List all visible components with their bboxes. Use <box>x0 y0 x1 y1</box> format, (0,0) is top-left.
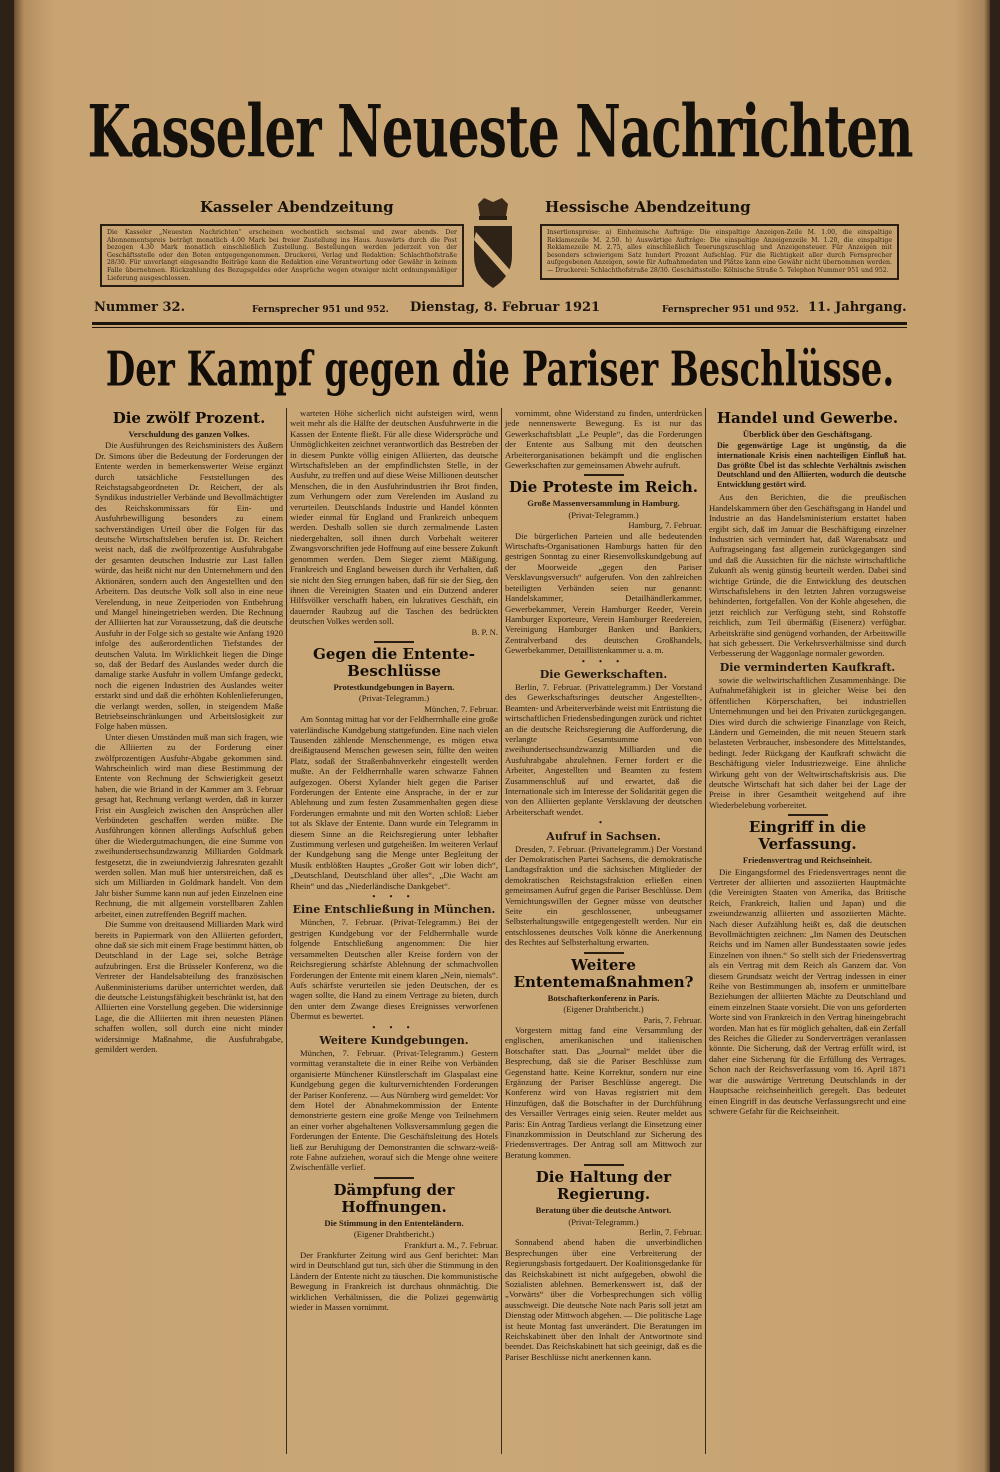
article-subheading: Große Massenversammlung in Hamburg. <box>527 498 680 509</box>
paragraph: Der Frankfurter Zeitung wird aus Genf berichtet: Man wird in Deutschland gut tun, sich über die Stimmung in den Ländern der Entente nicht zu täuschen. Die kommunistische Bewegung in Frankreich ist durchaus ohnmächtig. Die wirklichen Verhältnissen, die die Polizei gegenwärtig wieder in Massen vornimmt. <box>290 1250 498 1313</box>
separator-dots: • • • <box>581 655 626 666</box>
article-subheading: Protestkundgebungen in Bayern. <box>333 681 455 692</box>
article-subheading: Beratung über die deutsche Antwort. <box>535 1205 672 1216</box>
column-rule <box>286 408 287 1454</box>
section-heading: Die verminderten Kaufkraft. <box>719 660 896 674</box>
coat-of-arms-icon <box>470 196 516 292</box>
issue-number: Nummer 32. <box>94 300 186 315</box>
article-headline: Dämpfung der Hoffnungen. <box>333 1180 455 1216</box>
dateline: München, 7. Februar. <box>424 703 498 714</box>
paragraph: Sonnabend abend haben die unverbindlichen Besprechungen über eine Verbreiterung der Regierungsbasis fortgedauert. Der Koalitionsgedanke für das Reichskabinett ist nicht aufgegeben, obwohl die Sozialisten ablehnen. Bemerkenswert ist, daß der „Vorwärts“ über die Vorbesprechungen sich völlig ausschweigt. Die deutsche Note nach Paris soll jetzt am Dienstag oder Mittwoch abgehen. — Die politische Lage ist heute Montag fast unverändert. Die Beratungen im Reichskabinett über den Inhalt der Antwortnote sind beendet. Das Reichskabinett hat sich geeinigt, daß es die Pariser Beschlüsse nicht anerkennen kann. <box>505 1237 702 1362</box>
source-note: (Privat-Telegramm.) <box>358 693 430 704</box>
source-note: (Eigener Drahtbericht.) <box>563 1004 644 1015</box>
section-heading: Eine Entschließung in München. <box>292 903 496 917</box>
paragraph: vornimmt, ohne Widerstand zu finden, unterdrücken jede nennenswerte Bewegung. Es ist nur das Gewerkschaftsblatt „Le Peuple“, das die Forderungen der Entente aus Salbung mit den deutschen Arbeiterorganisationen bekämpft und die englischen Gewerkschaften zur gemeinsamen Abwehr aufruft. <box>505 408 702 471</box>
divider <box>584 474 624 476</box>
source-note: (Privat-Telegramm.) <box>568 1216 639 1227</box>
subscription-info-box: Die Kasseler „Neuesten Nachrichten“ erscheinen wochentlich sechsmal und zwar abends. Der Abonnementspreis beträgt monatlich 4.00 Mark bei freier Zustellung ins Haus. Auswärts durch die Post bezogen 4.30 Mark monatlich einschließlich Zustellung. Bestellungen werden jederzeit von der Geschäftsstelle oder den Boten entgegengenommen. Druckerei, Verlag und Redaktion: Schlachthofstraße 28/30. Für unverlangt eingesandte Beiträge kann die Redaktion eine Verantwortung oder Gewähr in keinem Falle übernehmen. Rückzahlung des Bezugsgeldes oder Ansprüche wegen etwaiger nicht ordnungsmäßiger Lieferung ausgeschlossen. <box>100 224 464 287</box>
article-headline: Weitere Ententemaßnahmen? <box>513 955 694 991</box>
section-heading: Die Gewerkschaften. <box>539 667 668 681</box>
article-column-3 <box>505 408 702 1362</box>
paragraph: München, 7. Februar. (Privat-Telegramm.) Gestern vormittag veranstaltete die in einer Reihe von Verbänden organisierte Münchener Künstlerschaft im Glaspalast eine Kundgebung gegen die kulturvernichtenden Forderungen der Pariser Konferenz. — Aus Nürnberg wird gemeldet: Vor dem Hotel der Abnahmekommission der Entente demonstrierte gestern eine große Menge von Teilnehmern an einer vorher abgehaltenen Volksversammlung gegen die Forderungen der Entente. Die Geschäftsleitung des Hotels ließ zur Beruhigung der Demonstranten die schwarz-weiß-rote Fahne aufziehen, worauf sich die Menge ohne weitere Zwischenfälle verlief. <box>290 1047 498 1173</box>
source-note: (Privat-Telegramm.) <box>568 509 639 520</box>
source-note: (Eigener Drahtbericht.) <box>353 1229 435 1240</box>
paragraph: Vorgestern mittag fand eine Versammlung der englischen, amerikanischen und italienischen Botschafter statt. Das „Journal“ meldet über die Besprechung, daß sie die Pariser Beschlüsse zum Gegenstand hatte. Keine Korrektur, sondern nur eine Ergänzung der Pariser Beschlüsse angeregt. Die Konferenz wird von Havas registriert mit dem Hinzufügen, daß die Botschafter in der Durchführung des Versailler Vertrages einig seien. Reuter meldet aus Paris: Ein Antrag Tardieus verlangt die Einsetzung einer Finanzkommission in Deutschland zur Sicherung des Friedensvertrages. Der Antrag soll am Mittwoch zur Beratung kommen. <box>505 1024 702 1160</box>
advertising-info-box: Insertionspreise: a) Einheimische Aufträge: Die einspaltige Anzeigen-Zeile M. 1.00, die einspaltige Reklamezeile M. 2.50. b) Auswärtige Aufträge: Die einspaltige Anzeigenzeile M. 1.20, die einspaltige Reklamezeile M. 2.75, alles einschließlich Teuerungszuschlag und Anzeigensteuer. Für Anzeigen mit besonders schwierigem Satz hundert Prozent Aufschlag. Für die Richtigkeit aller durch Fernsprecher aufgegebenen Anzeigen, sowie für Aufnahmedaten und Plätze kann eine Gewähr nicht übernommen werden. — Druckerei: Schlachthofstraße 28/30. Geschäftsstelle: Kölnische Straße 5. Telephon Nummer 951 und 952. <box>540 224 899 280</box>
divider <box>374 641 414 643</box>
paragraph: sowie die weltwirtschaftlichen Zusammenhänge. Die Aufnahmefähigkeit ist in gleicher Weise bei den öffentlichen Körperschaften, bei industriellen Unternehmungen und bei den Privaten zurückgegangen. Dies wird durch die schwierige Finanzlage von Reich, Ländern und Gemeinden, die mit neuen Steuern stark belasteten Verbraucher, insbesondere des Mittelstandes, bedingt. Jeder Rückgang der Kaufkraft schwächt die Beschäftigung vieler Industriezweige. Eine ähnliche Wirkung geht von der Weltwirtschaftskrisis aus. Die deutsche Wirtschaft hat sich daher bei der Lage der Preise in ihrer Gesamtheit weitgehend auf ihre Wiederbelebung vorbereitet. <box>709 674 906 810</box>
masthead-title: Kasseler Neueste Nachrichten <box>87 88 913 175</box>
paragraph: Die Summe von dreitausend Milliarden Mark wird bereits in Papiermark von den Alliierten gefordert, ohne daß sie sich mit einem Frage bestimmt hätten, ob Deutschland in der Lage sei, solche Beträge aufzubringen. Erst die Brüsseler Konferenz, wo die Vertreter der Handelsabteilung des französischen Außenministeriums darüber unterrichtet werden, daß die deutsche Leistungsfähigkeit beschränkt ist, hat den Alliierten eine Vorstellung gegeben. Die widersinnige Lage, die die Alliierten mit ihren neuesten Plänen schaffen wollen, soll durch eine nicht minder widersinnige Maßnahme, die Ausfuhrabgabe, gemildert werden. <box>95 919 283 1054</box>
article-headline: Die Proteste im Reich. <box>508 478 699 497</box>
article-column-1 <box>95 408 283 1054</box>
paragraph: Die Ausführungen des Reichsministers des Äußern Dr. Simons über die Bedeutung der Forderungen der Entente werden in bemerkenswerter Weise ergänzt durch tatsächliche Feststellungen des Reichstagsabgeordneten Dr. Reichert, der als Syndikus industrieller Verbände und Bevollmächtigter des Reichskommissars für Ein- und Ausfuhrbewilligung besonders zu einem sachverständigen Urteil über die Folgen für das deutsche Wirtschaftsleben berufen ist. Dr. Reichert weist nach, daß die zwölfprozentige Ausfuhrabgabe der gesamten deutschen Industrie zur Last fallen würde, das heißt nicht nur den Unternehmern und den Aktionären, sondern auch den Angestellten und den Arbeitern. Das deutsche Volk soll also in eine neue Verelendung, in neue Zeitperioden von Entbehrung und Mangel hineingetrieben werden. Die Rechnung der Alliierten hat zur Voraussetzung, daß die deutsche Ausfuhr in der Folge sich so gestalte wie Anfang 1920 infolge des außerordentlichen Tiefstandes der deutschen Valuta. Im Wirklichkeit liegen die Dinge so, daß der Bedarf des Auslandes weder durch die damalige starke Ausfuhr in vollem Umfange gedeckt, noch die eigenen Industrien des Auslandes weiter erstarkt sind und daß die erhöhten Kohlenlieferungen, die verlangt werden, sollen, in steigendem Maße Betriebseinschränkungen und Arbeitslosigkeit zur Folge haben müssen. <box>95 440 283 732</box>
article-subheading: Friedensvertrag und Reichseinheit. <box>742 855 873 866</box>
separator-dots: • • • <box>372 891 416 902</box>
dateline: Frankfurt a. M., 7. Februar. <box>404 1239 498 1250</box>
column-rule <box>705 408 706 1454</box>
article-subheading: Botschafterkonferenz in Paris. <box>547 992 660 1003</box>
article-headline: Die zwölf Prozent. <box>112 409 266 427</box>
paragraph: Aus den Berichten, die die preußischen Handelskammern über den Geschäftsgang in Handel und Industrie an das Handelsministerium erstattet haben ergibt sich, daß im Januar die Beschäftigung einzelner Industrien sich vermindert hat, daß Warenabsatz und Auftragseingang fast allgemein zurückgegangen sind und daß die Aussichten für die nächste wirtschaftliche Zukunft als wenig günstig beurteilt werden. Dabei sind wichtige Gründe, die die Entwicklung des deutschen Wirtschaftslebens in den letzten Jahren vorzugsweise behinderten, fortgefallen. Von der Kohle abgesehen, die jetzt reichlich zur Verfügung steht, sind Rohstoffe reichlich, zum Teil übermäßig (Eisenerz) verfügbar. Arbeitskräfte sind genügend vorhanden, der Arbeitswille hat sich gebessert. Die Verkehrsverhältnisse sind durch Verbesserung der Waggonlage normaler geworden. <box>709 492 906 659</box>
separator-dots: • <box>598 817 608 828</box>
divider <box>92 322 907 325</box>
column-rule <box>501 408 502 1454</box>
article-column-4 <box>709 408 906 1116</box>
subtitle-left: Kasseler Abendzeitung <box>200 198 394 216</box>
paragraph: Am Sonntag mittag hat vor der Feldherrnhalle eine große vaterländische Kundgebung stattgefunden. Eine nach vielen Tausenden zählende Menschenmenge, es mögen etwa dreißigtausend Menschen gewesen sein, füllte den weiten Platz, sodaß der Straßenbahnverkehr eingestellt werden mußte. An der Feldherrnhalle waren schwarze Fahnen aufgezogen. Oberst Xylander hielt gegen die Pariser Forderungen der Entente eine Ansprache, in der er zur Ablehnung und zum festen Zusammenhalten gegen diese Forderungen ermahnte und mit den Worten schloß: Lieber tot als Sklave der Entente. Dann wurde ein Telegramm in diesem Sinne an die Reichsregierung unter lebhafter Zustimmung verlesen und gutgeheißen. Im weiteren Verlauf der Kundgebung sang die Menge unter Begleitung der Musik entblößten Hauptes „Großer Gott wir loben dich“, „Deutschland, Deutschland über alles“, „Die Wacht am Rhein“ und das „Niederländische Dankgebet“. <box>290 714 498 891</box>
paragraph: Die bürgerlichen Parteien und alle bedeutenden Wirtschafts-Organisationen Hamburgs hatten für den gestrigen Sonntag zu einer Riesenvolkskundgebung auf der Moorweide „gegen den Pariser Versklavungsversuch“ aufgerufen. Von den zahlreichen beteiligten Verbänden seien nur genannt: Handelskammer, Detailhändlerkammer, Gewerbekammer, Verein Hamburger Reeder, Verein Hamburger Exporteure, Verein Hamburger Reedereien, Vereinigung Hamburger Banken und Bankiers, Zentralverband des deutschen Großhandels, Gewerbekammer, Detaillistenkammer u. a. m. <box>505 530 702 656</box>
dateline: Paris, 7. Februar. <box>643 1014 702 1025</box>
paragraph: Berlin, 7. Februar. (Privattelegramm.) Der Vorstand des Gewerkschaftsringes deutscher Angestellten-, Beamten- und Arbeiterverbände weist mit Entrüstung die wirtschaftlichen Friedensbedingungen zurück und richtet an die deutsche Reichsregierung die Aufforderung, die verlangte Gesamtsumme von zweihundertsechsundzwanzig Milliarden und die Ausfuhrabgabe abzulehnen. Ferner fordert er die Arbeiter, Angestellten und Beamten zu festem Zusammenschluß auf und erwartet, daß die Internationale sich im Interesse der Solidarität gegen die von den Alliierten geplante Versklavung der deutschen Arbeiterschaft wendet. <box>505 681 702 817</box>
main-headline: Der Kampf gegen die Pariser Beschlüsse. <box>105 342 895 398</box>
phone-left: Fernsprecher 951 und 952. <box>252 305 389 315</box>
divider <box>92 327 907 328</box>
subtitle-right: Hessische Abendzeitung <box>545 198 751 216</box>
paragraph: warteten Höhe sicherlich nicht aufsteigen wird, wenn weit mehr als die Hälfte der deutschen Ausfuhrwerte in die Kassen der Entente fließt. Für alle diese Widersprüche und Unmöglichkeiten zeichnet verantwortlich das Bestreben der in diesem Punkte völlig einigen Alliierten, das deutsche Wirtschaftsleben an der empfindlichsten Stelle, in der Ausfuhr, zu treffen und auf diese Weise Millionen deutscher Menschen, die in den Ausfuhrindustrien ihr Brot finden, zum Verhungern oder zum Verelenden im Ausland zu verurteilen. Deutschlands Industrie und Handel könnten wieder einmal für England und Frankreich unbequem werden. Deshalb sollen sie durch zermalmende Lasten niedergehalten, soll ihnen durch Vorbehalt weiterer Zwangsvorschriften jede Hoffnung auf eine bessere Zukunft genommen werden. Dem Sieger ziemt Mäßigung. Frankreich und England beweisen durch ihr Verhalten, daß sie nicht den Sieg errungen haben, daß für sie der Sieg, den ihnen die Vereinigten Staaten und ein Dutzend anderer Hilfsvölker verschafft haben, ein lukratives Geschäft, ein dauernder Raubzug auf die Taschen des bedrückten deutschen Volkes werden soll. <box>290 408 498 627</box>
article-subheading: Verschuldung des ganzen Volkes. <box>128 429 250 439</box>
separator-dots: • • • <box>372 1021 416 1032</box>
paragraph: Dresden, 7. Februar. (Privattelegramm.) Der Vorstand der Demokratischen Partei Sachsens, die demokratische Landtagsfraktion und die sächsischen Mitglieder der demokratischen Reichstagsfraktion erließen einen gemeinsamen Aufruf gegen die Pariser Beschlüsse. Dem Vernichtungswillen der Gegner müsse von deutscher Seite ein geschlossener, unbeugsamer Selbsterhaltungswille entgegengestellt werden. Nur ein entschlossenes deutsches Volk könne die Anerkennung des Rechtes auf Selbsterhaltung erwarten. <box>505 843 702 948</box>
phone-right: Fernsprecher 951 und 952. <box>662 305 799 315</box>
article-subheading: Die Stimmung in den Ententeländern. <box>324 1217 464 1228</box>
section-heading: Aufruf in Sachsen. <box>546 829 661 843</box>
article-headline: Die Haltung der Regierung. <box>535 1168 672 1204</box>
article-subheading: Überblick über den Geschäftsgang. <box>742 429 873 439</box>
dateline: Berlin, 7. Februar. <box>639 1227 702 1237</box>
volume-year: 11. Jahrgang. <box>808 300 907 315</box>
paragraph: Unter diesen Umständen muß man sich fragen, wie die Alliierten zu der Forderung einer zwölfprozentigen Ausfuhr-Abgabe gekommen sind. Wahrscheinlich wird man diese Bestimmung der Entente von Rechnung der Schwierigkeit gesetzt haben, die wie Briand in der Kammer am 3. Februar gesagt hat, Rechnung verlangt werden, daß in kurzer Frist ein Ausgleich zwischen den Ansprüchen aller Verbündeten geschaffen werden müßte. Die Ausführungen können allerdings Aufschluß geben über die Wiedergutmachungen, die eine Summe von zweihundertsechsundzwanzig Milliarden Goldmark festgesetzt, die in zweiundvierzig Jahresraten gezahlt werden sollen. Man muß hier unterstreichen, daß es sich um Milliarden in Goldmark handelt. Von dem Jahr bisher Summe kann nun auf jeden Einzelnen eine Rechnung, die mit allgemein vorstellbaren Zahlen arbeitet, einen zutreffenden Begriff machen. <box>95 731 283 919</box>
paragraph: Die Eingangsformel des Friedensvertrages nennt die Vertreter der alliierten und assoziierten Hauptmächte (die Vereinigten Staaten von Amerika, das Britische Reich, Frankreich, Italien und Japan) und die zweiundzwanzig alliierten und assoziierten Mächte. Nach dieser Aufzählung heißt es, daß die deutschen Bevollmächtigten zeichnen: „Im Namen des Deutschen Reichs und im Namen aller Bundesstaaten sowie jedes Einzelnen von ihnen.“ So stellt sich der Friedensvertrag als ein Vertrag mit dem Reich als Ganzem dar. Von diesem Grundsatz weicht der Vertrag indessen in einer Reihe von Bestimmungen ab, insofern er unmittelbare Beziehungen der alliierten Mächte zu Deutschland und einem einzelnen Staate vorsieht. Die von uns geforderten Worte sind von Frankreich in den Vertrag hineingebracht worden. Man hat es für möglich gehalten, daß ein Zerfall des Reiches die Glieder zu Sonderverträgen veranlassen könnte. Die Sicherung, daß der Vertrag erfüllt wird, ist daher eine Sicherung für die Erfüllung des Vertrages. Schon nach der Reichsverfassung vom 16. April 1871 war die auswärtige Vertretung Deutschlands in der Hauptsache reichseinheitlich geregelt. Das bedeutet einen Eingriff in das deutsche Verfassungsrecht und eine schwere Gefahr für die Reichseinheit. <box>709 866 906 1116</box>
article-lead: Die gegenwärtige Lage ist ungünstig, da die internationale Krisis einen nachteiligen Einfluß hat. Das größte Übel ist das schlechte Verhältnis zwischen Deutschland und den Alliierten, wodurch die deutsche Entwicklung gestört wird. <box>717 441 906 489</box>
paragraph: München, 7. Februar. (Privat-Telegramm.) Bei der gestrigen Kundgebung vor der Feldherrnhalle wurde folgende Entschließung angenommen: Die hier versammelten Deutschen aller Kreise fordern von der Reichsregierung schärfste Ablehnung der schmachvollen Forderungen der Entente mit einem klaren „Nein, niemals“. Aufs schärfste verurteilen sie jeden Deutschen, der es wagen sollte, die Hand zu einem Vertrage zu bieten, durch den unter dem Zwange dieses Ereignisses verworfenen Übermut es bewertet. <box>290 917 498 1022</box>
article-column-2 <box>290 408 498 1312</box>
article-headline: Eingriff in die Verfassung. <box>748 818 867 854</box>
divider <box>584 952 624 954</box>
divider <box>374 1177 414 1179</box>
dateline: B. P. N. <box>471 626 498 637</box>
section-heading: Weitere Kundgebungen. <box>319 1033 469 1047</box>
dateline: Hamburg, 7. Februar. <box>628 520 702 531</box>
article-headline: Handel und Gewerbe. <box>716 409 899 427</box>
article-headline: Gegen die Entente-Beschlüsse <box>313 644 475 680</box>
divider <box>584 1164 624 1166</box>
issue-date: Dienstag, 8. Februar 1921 <box>410 300 601 315</box>
divider <box>788 814 828 816</box>
